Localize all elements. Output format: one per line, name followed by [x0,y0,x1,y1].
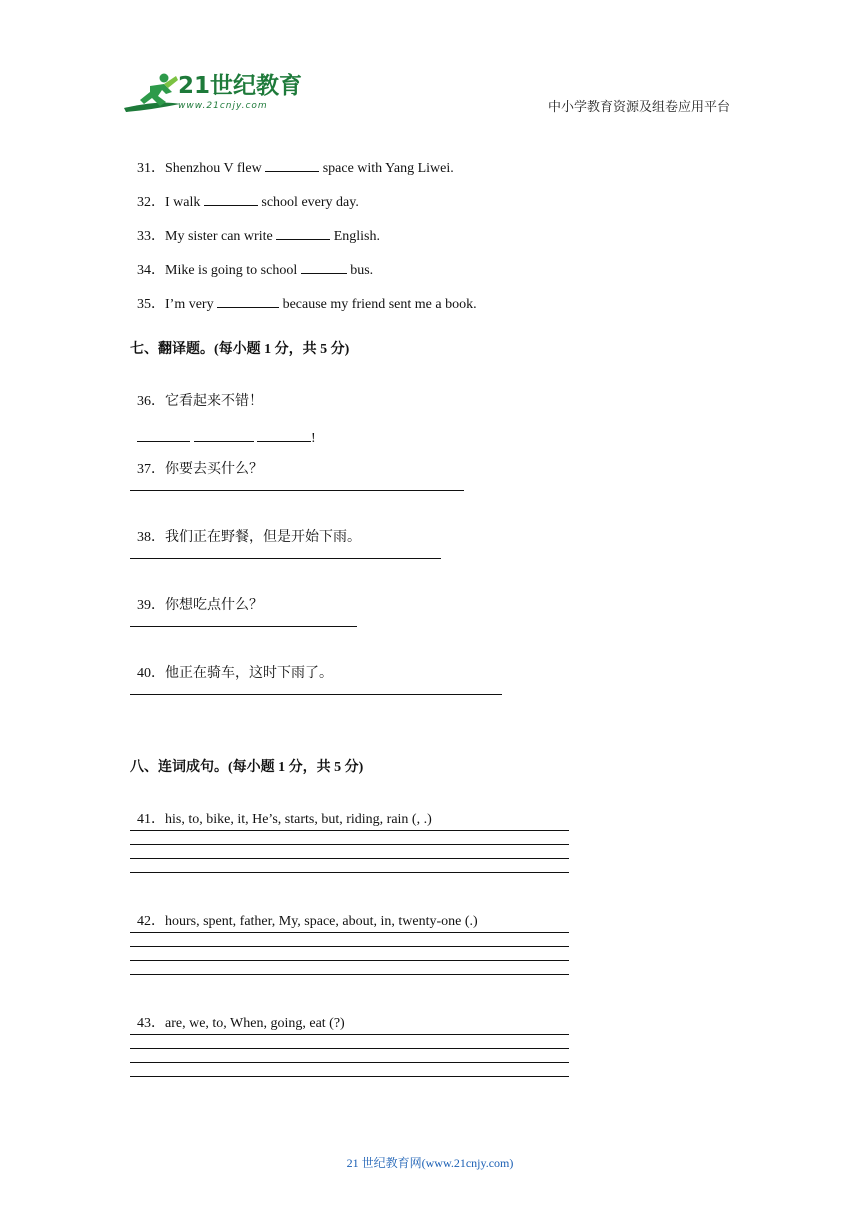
answer-blank[interactable] [257,427,311,442]
answer-line[interactable] [130,626,357,627]
answer-blank[interactable] [217,293,279,308]
answer-line[interactable] [130,558,441,559]
answer-line[interactable] [130,858,569,859]
answer-line[interactable] [130,960,569,961]
question-36: 36．它看起来不错！ [137,394,263,409]
answer-blank[interactable] [301,259,347,274]
answer-line[interactable] [130,490,464,491]
answer-line[interactable] [130,872,569,873]
section-title-sentence-building: 八、连词成句。(每小题 1 分，共 5 分) [130,760,364,775]
question-40: 40．他正在骑车，这时下雨了。 [137,666,333,681]
answer-line[interactable] [130,946,569,947]
answer-line[interactable] [130,1034,569,1035]
answer-line[interactable] [130,1062,569,1063]
logo-text: 21世纪教育 [178,73,303,99]
section-title-translation: 七、翻译题。(每小题 1 分，共 5 分) [130,342,350,357]
question-38: 38．我们正在野餐，但是开始下雨。 [137,530,361,545]
logo-url: www.21cnjy.com [178,101,268,111]
question-39: 39．你想吃点什么？ [137,598,263,613]
answer-blank[interactable] [137,427,190,442]
question-36-answer: ! [130,409,316,448]
answer-blank[interactable] [276,225,330,240]
question-34: 34．Mike is going to school bus. [130,241,373,280]
question-32: 32．I walk school every day. [130,173,359,212]
answer-line[interactable] [130,932,569,933]
page-header [0,0,860,125]
question-33: 33．My sister can write English. [130,207,380,246]
answer-line[interactable] [130,694,502,695]
question-41: 41．his, to, bike, it, He’s, starts, but, riding, rain (, .) [137,812,432,827]
answer-line[interactable] [130,974,569,975]
platform-title: 中小学教育资源及组卷应用平台 [547,99,730,114]
question-35: 35．I’m very because my friend sent me a book. [130,275,477,314]
answer-line[interactable] [130,1076,569,1077]
answer-line[interactable] [130,1048,569,1049]
answer-blank[interactable] [265,157,319,172]
answer-line[interactable] [130,830,569,831]
question-37: 37．你要去买什么？ [137,462,263,477]
question-31: 31．Shenzhou V flew space with Yang Liwei. [130,139,454,178]
question-42: 42．hours, spent, father, My, space, about, in, twenty-one (.) [137,914,478,929]
answer-blank[interactable] [204,191,258,206]
answer-line[interactable] [130,844,569,845]
answer-blank[interactable] [194,427,254,442]
question-43: 43．are, we, to, When, going, eat (?) [137,1016,345,1031]
page-footer: 21 世纪教育网(www.21cnjy.com) [346,1156,514,1170]
